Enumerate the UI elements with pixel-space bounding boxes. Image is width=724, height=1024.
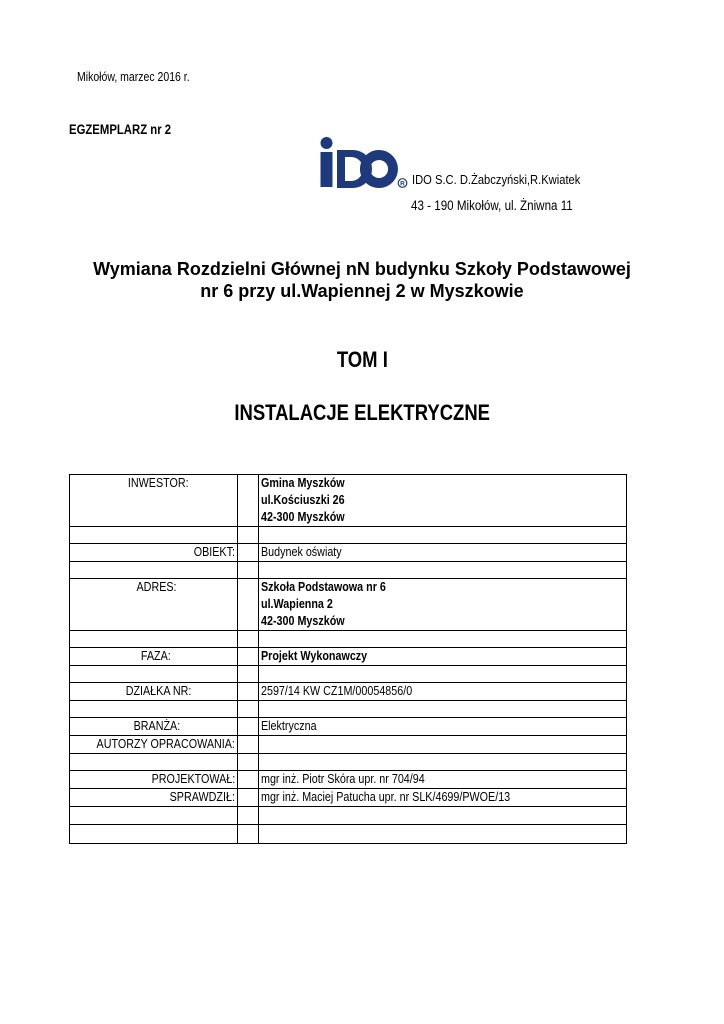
subject-heading <box>0 400 724 426</box>
table-row-address <box>70 579 627 631</box>
volume-heading <box>0 347 724 373</box>
table-row-spacer <box>70 527 627 544</box>
checked-value: mgr inż. Maciej Patucha upr. nr SLK/4699/PWOE/13 <box>259 789 627 807</box>
investor-value: Gmina Myszków ul.Kościuszki 26 42-300 Myszków <box>259 475 627 527</box>
table-row-checked <box>70 789 627 807</box>
authors-label: AUTORZY OPRACOWANIA: <box>70 736 238 754</box>
table-row-spacer <box>70 562 627 579</box>
table-row-object <box>70 544 627 562</box>
document-title <box>0 258 724 302</box>
branch-label: BRANŻA: <box>70 718 238 736</box>
table-row-spacer <box>70 666 627 683</box>
project-info-table <box>69 474 627 844</box>
phase-label: FAZA: <box>70 648 238 666</box>
volume-text: TOM I <box>336 347 388 372</box>
place-date: Mikołów, marzec 2016 r. <box>77 70 190 84</box>
company-name: IDO S.C. D.Żabczyński,R.Kwiatek <box>412 172 581 187</box>
designed-value: mgr inż. Piotr Skóra upr. nr 704/94 <box>259 771 627 789</box>
svg-text:R: R <box>400 180 405 188</box>
table-row-spacer <box>70 754 627 771</box>
company-logo <box>319 136 409 195</box>
title-line-1: Wymiana Rozdzielni Głównej nN budynku Szkoły Podstawowej <box>93 259 631 279</box>
table-row-spacer <box>70 701 627 718</box>
branch-value: Elektryczna <box>259 718 627 736</box>
object-label: OBIEKT: <box>70 544 238 562</box>
address-label: ADRES: <box>70 579 238 631</box>
copy-number: EGZEMPLARZ nr 2 <box>69 122 172 137</box>
designed-label: PROJEKTOWAŁ: <box>70 771 238 789</box>
table-row-phase <box>70 648 627 666</box>
investor-label: INWESTOR: <box>70 475 238 527</box>
table-row-designed <box>70 771 627 789</box>
title-line-2: nr 6 przy ul.Wapiennej 2 w Myszkowie <box>200 281 524 301</box>
table-row-plot <box>70 683 627 701</box>
object-value: Budynek oświaty <box>259 544 627 562</box>
company-address: 43 - 190 Mikołów, ul. Żniwna 11 <box>411 198 573 213</box>
table-row-spacer <box>70 825 627 844</box>
plot-value: 2597/14 KW CZ1M/00054856/0 <box>259 683 627 701</box>
plot-label: DZIAŁKA NR: <box>70 683 238 701</box>
table-row-branch <box>70 718 627 736</box>
subject-text: INSTALACJE ELEKTRYCZNE <box>234 400 490 425</box>
table-row-spacer <box>70 807 627 825</box>
ido-logo-icon <box>319 136 409 190</box>
table-row-investor <box>70 475 627 527</box>
phase-value: Projekt Wykonawczy <box>259 648 627 666</box>
table-row-spacer <box>70 631 627 648</box>
table-row-authors <box>70 736 627 754</box>
checked-label: SPRAWDZIŁ: <box>70 789 238 807</box>
address-value: Szkoła Podstawowa nr 6 ul.Wapienna 2 42-300 Myszków <box>259 579 627 631</box>
